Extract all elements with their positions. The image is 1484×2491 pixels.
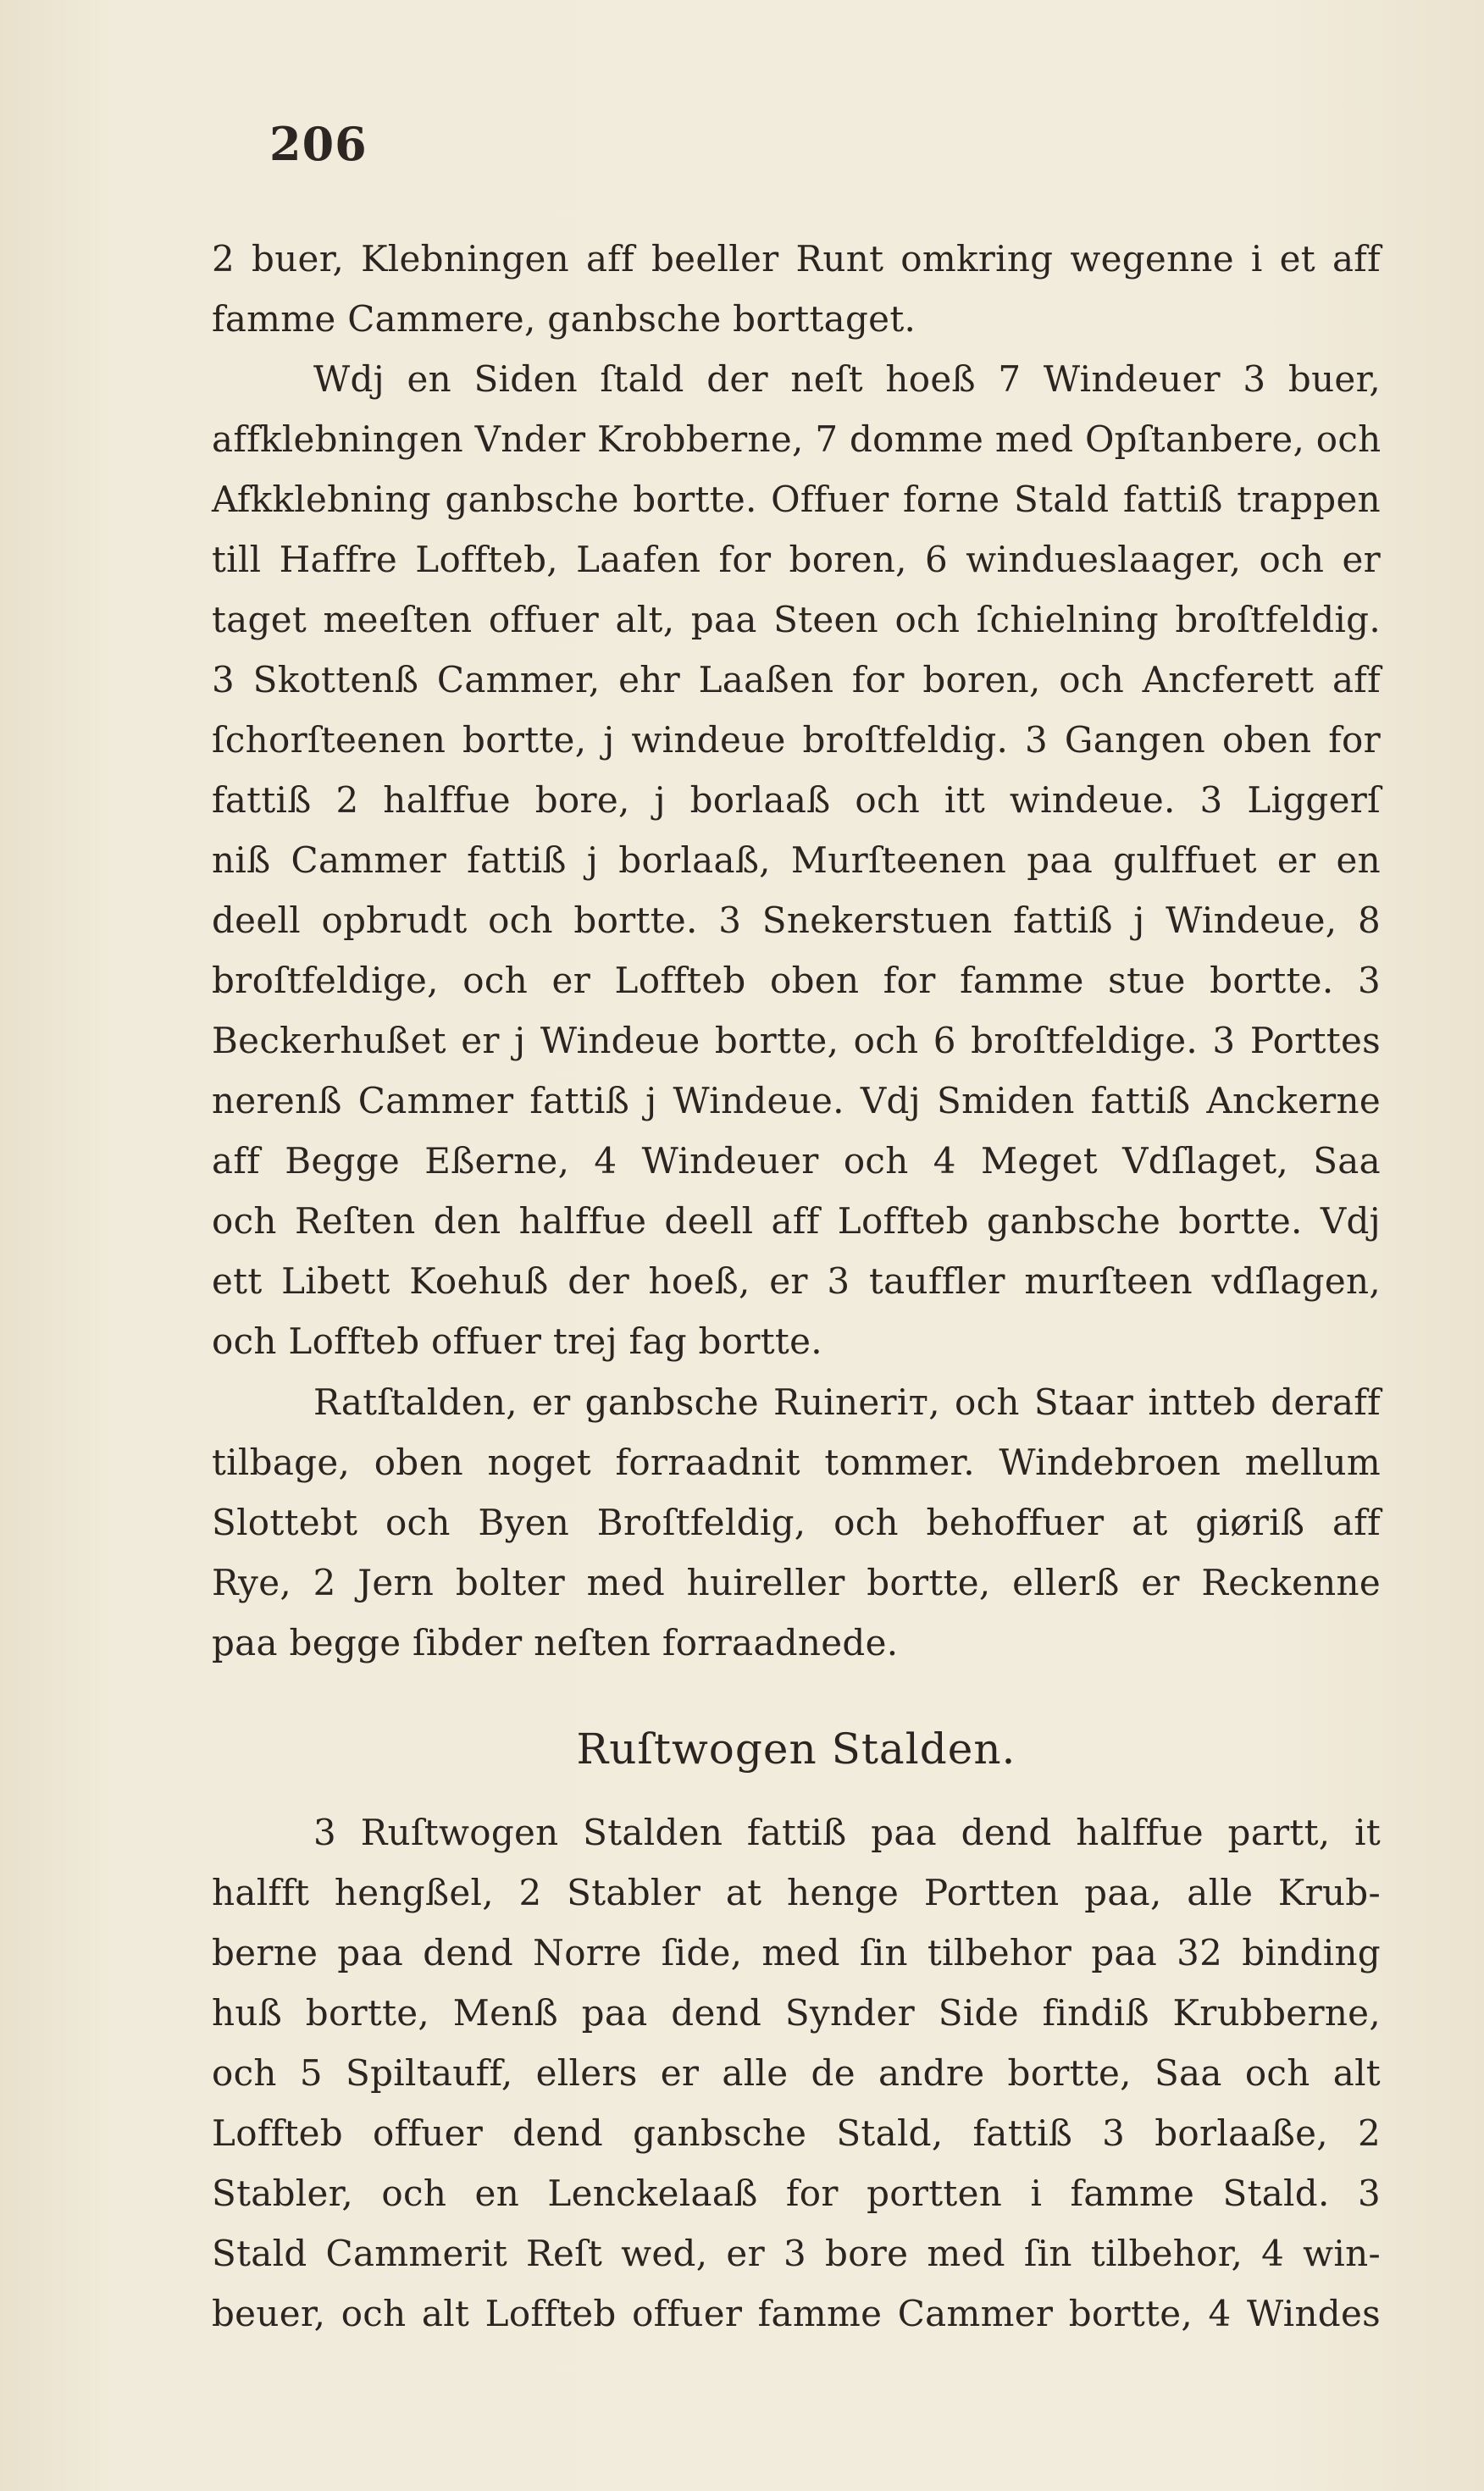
text-line: Beckerhußet er j Windeue bortte, och 6 broſtfeldige. 3 Porttes xyxy=(212,1020,1381,1061)
text-line: broſtfeldige, och er Loffteb oben for famme stue bortte. 3 xyxy=(212,960,1381,1001)
text-line: niß Cammer fattiß j borlaaß, Murſteenen paa gulffuet er en xyxy=(212,839,1381,881)
text-line: Ratſtalden, er ganbsche Ruineriт, och Staar intteb deraff xyxy=(313,1381,1381,1423)
text-line: halfft hengßel, 2 Stabler at henge Portten paa, alle Krub- xyxy=(212,1872,1381,1913)
text-line: famme Cammere, ganbsche borttaget. xyxy=(212,298,916,340)
text-line: Slottebt och Byen Broſtfeldig, och behoffuer at giøriß aff xyxy=(212,1502,1381,1543)
text-line: aff Begge Eßerne, 4 Windeuer och 4 Meget Vdſlaget, Saa xyxy=(212,1140,1381,1182)
text-line: ſchorſteenen bortte, j windeue broſtfeldig. 3 Gangen oben for xyxy=(212,719,1381,761)
text-line: Loffteb offuer dend ganbsche Stald, fattiß 3 borlaaße, 2 xyxy=(212,2112,1381,2154)
text-line: nerenß Cammer fattiß j Windeue. Vdj Smiden fattiß Anckerne xyxy=(212,1080,1381,1121)
text-line: Stabler, och en Lenckelaaß for portten i famme Stald. 3 xyxy=(212,2173,1381,2214)
text-line: beuer, och alt Loffteb offuer famme Cammer bortte, 4 Windes xyxy=(212,2293,1381,2334)
text-line: ett Libett Koehuß der hoeß, er 3 tauffler murſteen vdſlagen, xyxy=(212,1260,1381,1302)
text-line: huß bortte, Menß paa dend Synder Side findiß Krubberne, xyxy=(212,1992,1381,2034)
text-line: 3 Ruſtwogen Stalden fattiß paa dend halffue partt, it xyxy=(313,1812,1381,1853)
text-line: och Reſten den halffue deell aff Loffteb ganbsche bortte. Vdj xyxy=(212,1200,1381,1242)
text-line: och Loffteb offuer trej fag bortte. xyxy=(212,1320,822,1362)
text-line: tilbage, oben noget forraadnit tommer. Windebroen mellum xyxy=(212,1442,1381,1483)
text-line: affklebningen Vnder Krobberne, 7 domme med Opſtanbere, och xyxy=(212,418,1382,460)
text-line: 3 Skottenß Cammer, ehr Laaßen for boren, och Ancferett aff xyxy=(212,659,1381,700)
section-heading: Ruſtwogen Stalden. xyxy=(576,1724,1016,1774)
text-line: Afkklebning ganbsche bortte. Offuer forne Stald fattiß trappen xyxy=(212,479,1381,520)
text-line: deell opbrudt och bortte. 3 Snekerstuen fattiß j Windeue, 8 xyxy=(212,900,1381,941)
paragraph-3 xyxy=(212,1372,1381,1673)
text-line: Wdj en Siden ſtald der neſt hoeß 7 Windeuer 3 buer, xyxy=(313,358,1381,400)
text-line: taget meeſten offuer alt, paa Steen och ſchielning broſtfeldig. xyxy=(212,599,1381,640)
text-line: Stald Cammerit Reſt wed, er 3 bore med ſin tilbehor, 4 win- xyxy=(212,2233,1381,2274)
text-line: fattiß 2 halffue bore, j borlaaß och itt windeue. 3 Liggerſ xyxy=(212,779,1381,821)
paragraph-1 xyxy=(212,229,1381,349)
text-line: paa begge ſibder neſten forraadnede. xyxy=(212,1622,899,1663)
text-line: berne paa dend Norre ſide, med ſin tilbehor paa 32 binding xyxy=(212,1932,1381,1973)
page-number: 206 xyxy=(269,117,368,171)
text-line: till Haffre Loffteb, Laafen for boren, 6 windueslaager, och er xyxy=(212,539,1381,580)
text-line: 2 buer, Klebningen aff beeller Runt omkring wegenne i et aff xyxy=(212,238,1381,280)
text-line: och 5 Spiltauff, ellers er alle de andre bortte, Saa och alt xyxy=(212,2052,1381,2094)
text-line: Rye, 2 Jern bolter med huireller bortte, ellerß er Reckenne xyxy=(212,1562,1381,1603)
paragraph-4 xyxy=(212,1802,1381,2344)
paragraph-2 xyxy=(212,349,1381,1371)
